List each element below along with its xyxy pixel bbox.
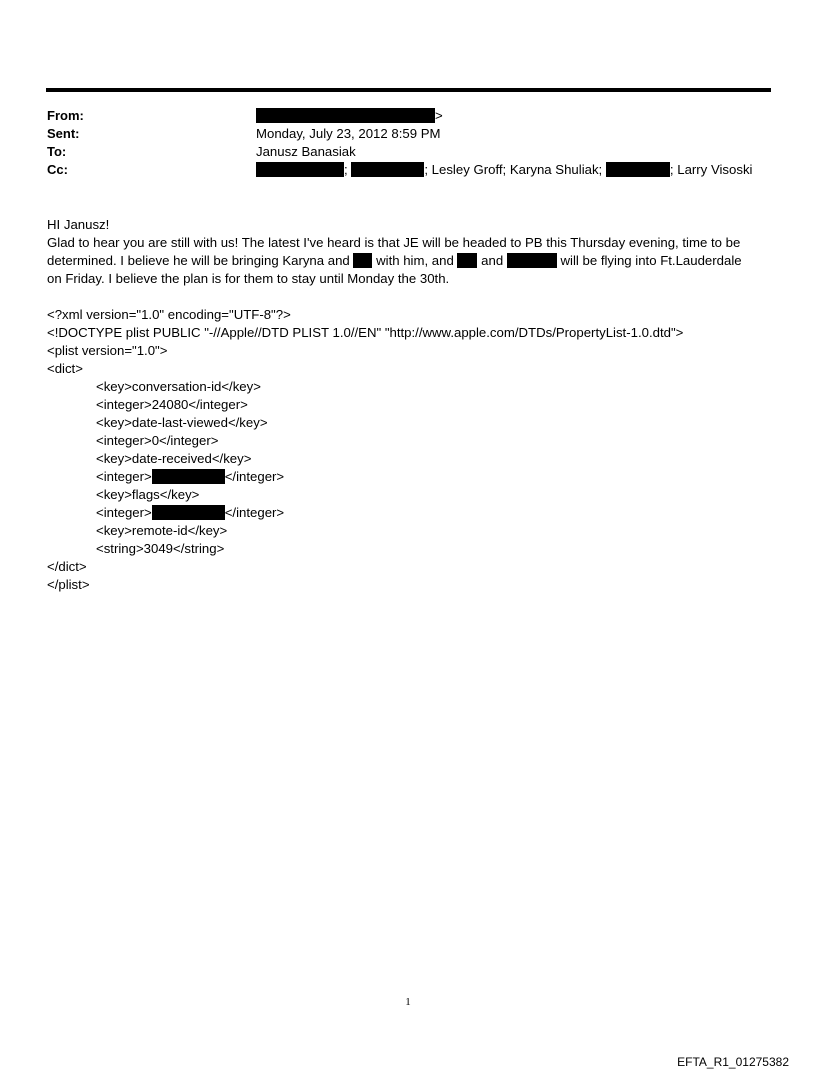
xml-line: <key>date-last-viewed</key> [96, 415, 268, 430]
xml-plist-close: </plist> [47, 577, 90, 592]
body-line-3: on Friday. I believe the plan is for them to stay until Monday the 30th. [47, 271, 450, 286]
xml-line: <integer>24080</integer> [96, 397, 248, 412]
cc-value [256, 161, 752, 179]
xml-line-redacted [47, 504, 284, 522]
xml-line: <key>date-received</key> [96, 451, 252, 466]
document-id: EFTA_R1_01275382 [677, 1055, 789, 1069]
xml-plist-open: <plist version="1.0"> [47, 343, 168, 358]
redaction-block [507, 253, 557, 268]
xml-line: <key>conversation-id</key> [96, 379, 261, 394]
header-rule [46, 88, 771, 92]
xml-fragment: </integer> [224, 505, 285, 520]
xml-fragment: </integer> [224, 469, 285, 484]
redaction-block [256, 162, 344, 177]
redaction-block [152, 505, 225, 520]
xml-declaration: <?xml version="1.0" encoding="UTF-8"?> [47, 307, 291, 322]
cc-separator: ; [344, 162, 348, 177]
xml-line: <key>remote-id</key> [96, 523, 228, 538]
from-suffix: > [435, 108, 443, 123]
redaction-block [606, 162, 670, 177]
redaction-block [256, 108, 435, 123]
sent-value: Monday, July 23, 2012 8:59 PM [256, 126, 441, 141]
xml-fragment: <integer> [96, 469, 152, 484]
cc-names-end: ; Larry Visoski [669, 162, 753, 177]
body-fragment: will be flying into Ft.Lauderdale [560, 253, 742, 268]
body-line-1: Glad to hear you are still with us! The latest I've heard is that JE will be headed to PB this Thursday evening, time to be [47, 235, 741, 250]
to-label: To: [47, 144, 67, 159]
xml-line-redacted [47, 468, 284, 486]
xml-line: <integer>0</integer> [96, 433, 219, 448]
xml-dict-close: </dict> [47, 559, 87, 574]
body-fragment: with him, and [376, 253, 454, 268]
sent-label: Sent: [47, 126, 80, 141]
to-value: Janusz Banasiak [256, 144, 356, 159]
xml-fragment: <integer> [96, 505, 152, 520]
body-fragment: determined. I believe he will be bringing Karyna and [47, 253, 350, 268]
cc-label: Cc: [47, 162, 68, 177]
from-value [256, 107, 443, 125]
body-fragment: and [481, 253, 504, 268]
redaction-block [351, 162, 424, 177]
xml-line: <key>flags</key> [96, 487, 200, 502]
redaction-block [457, 253, 477, 268]
greeting: HI Janusz! [47, 217, 110, 232]
cc-names: ; Lesley Groff; Karyna Shuliak; [424, 162, 603, 177]
page-number: 1 [405, 996, 411, 1008]
xml-dict-open: <dict> [47, 361, 83, 376]
from-label: From: [47, 108, 84, 123]
body-line-2 [47, 252, 742, 270]
redaction-block [353, 253, 372, 268]
xml-doctype: <!DOCTYPE plist PUBLIC "-//Apple//DTD PLIST 1.0//EN" "http://www.apple.com/DTDs/PropertyList-1.0.dtd"> [47, 325, 684, 340]
redaction-block [152, 469, 225, 484]
xml-line: <string>3049</string> [96, 541, 225, 556]
